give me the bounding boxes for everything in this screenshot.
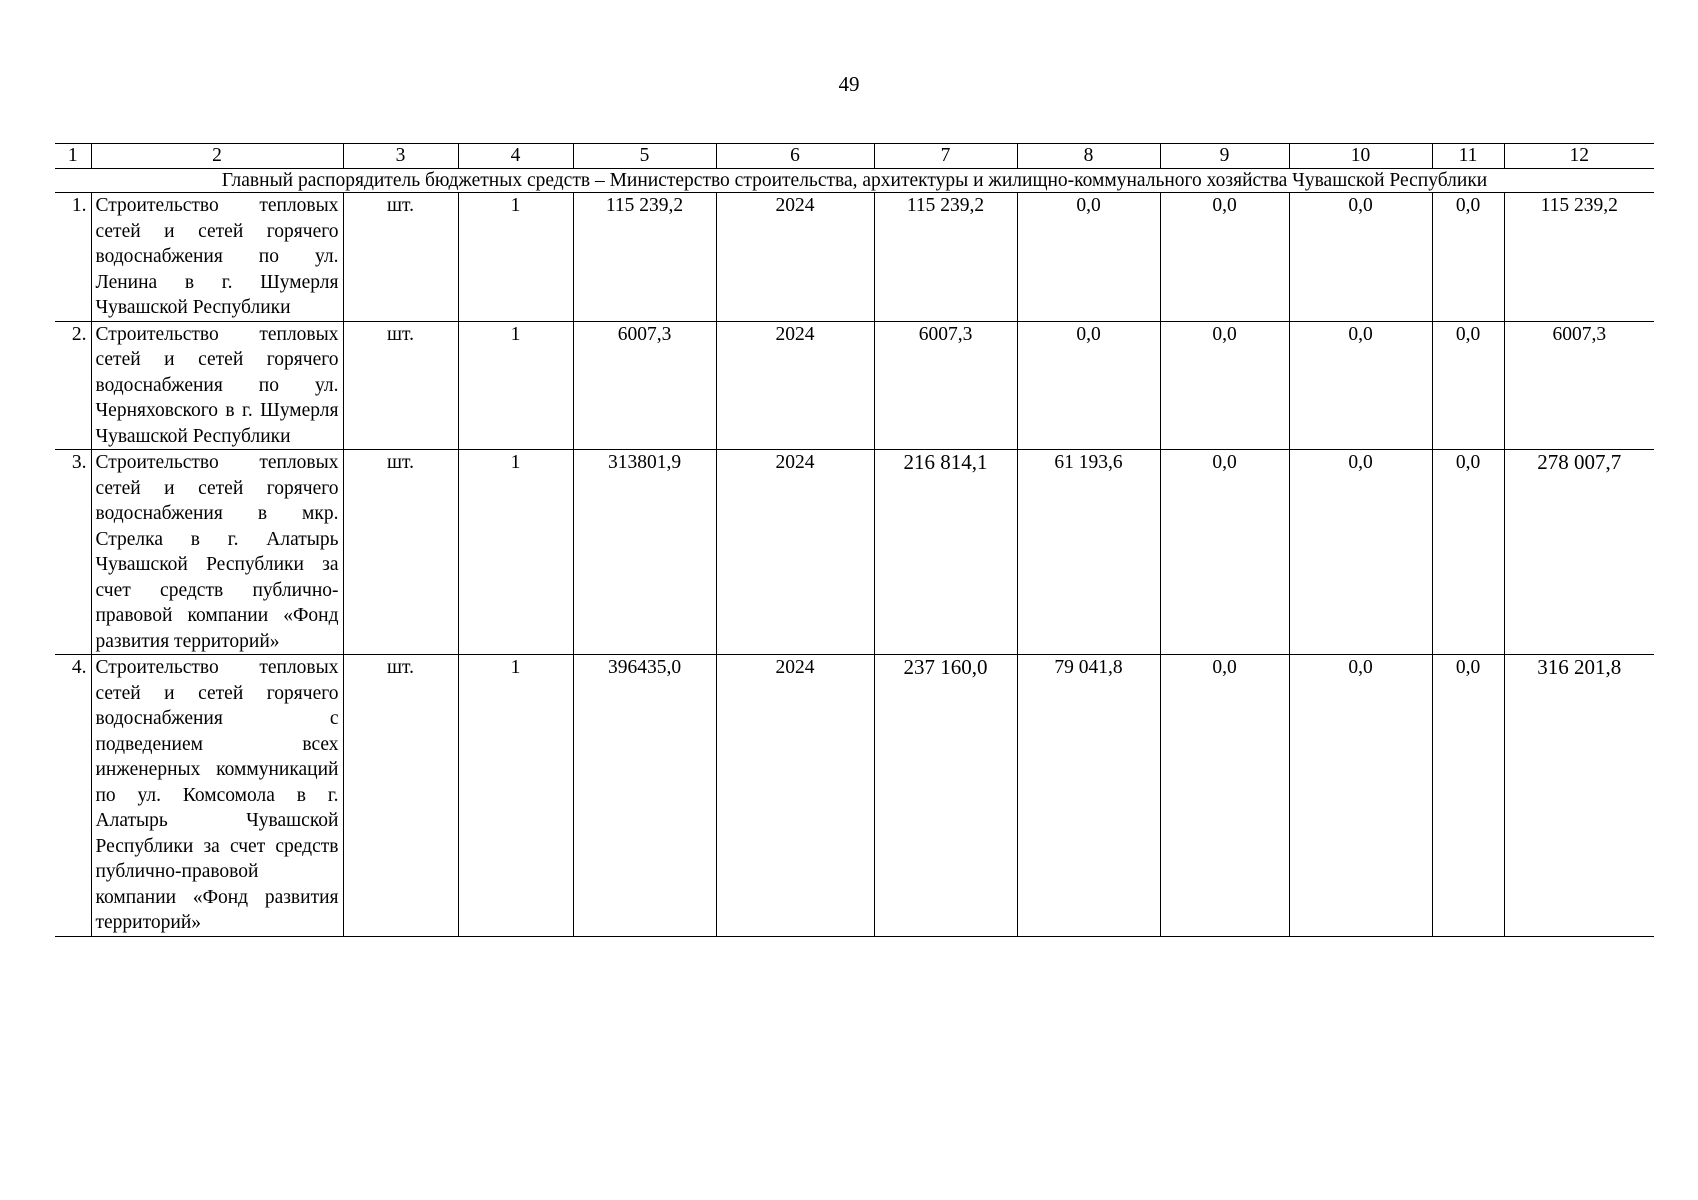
row-number: 2.	[55, 321, 91, 450]
col10-cell: 0,0	[1289, 321, 1432, 450]
col9-cell: 0,0	[1160, 193, 1289, 322]
row-number: 3.	[55, 450, 91, 655]
col9-cell: 0,0	[1160, 450, 1289, 655]
object-name: Строительство тепловых сетей и сетей горячего водоснабжения по ул. Черняховского в г. Шумерля Чувашской Республики	[91, 321, 343, 450]
col9-cell: 0,0	[1160, 655, 1289, 937]
column-header: 2	[91, 144, 343, 169]
column-header: 12	[1504, 144, 1654, 169]
col11-cell: 0,0	[1432, 193, 1504, 322]
col8-cell: 61 193,6	[1017, 450, 1160, 655]
year-cell: 2024	[716, 655, 874, 937]
table-row	[55, 193, 1654, 322]
col10-cell: 0,0	[1289, 655, 1432, 937]
column-header: 4	[458, 144, 573, 169]
col11-cell: 0,0	[1432, 450, 1504, 655]
unit-cell: шт.	[343, 655, 458, 937]
column-header: 1	[55, 144, 91, 169]
table-row	[55, 655, 1654, 937]
col8-cell: 79 041,8	[1017, 655, 1160, 937]
col9-cell: 0,0	[1160, 321, 1289, 450]
col7-cell: 237 160,0	[874, 655, 1017, 937]
quantity-cell: 1	[458, 193, 573, 322]
column-header: 10	[1289, 144, 1432, 169]
object-name: Строительство тепловых сетей и сетей горячего водоснабжения в мкр. Стрелка в г. Алатырь Чувашской Республики за счет средств публично-правовой компании «Фонд развития территорий»	[91, 450, 343, 655]
table-row	[55, 321, 1654, 450]
cost-cell: 396435,0	[573, 655, 716, 937]
table-row	[55, 450, 1654, 655]
quantity-cell: 1	[458, 450, 573, 655]
page-number: 49	[838, 72, 860, 96]
quantity-cell: 1	[458, 655, 573, 937]
column-header: 6	[716, 144, 874, 169]
col11-cell: 0,0	[1432, 321, 1504, 450]
year-cell: 2024	[716, 193, 874, 322]
object-name: Строительство тепловых сетей и сетей горячего водоснабжения по ул. Ленина в г. Шумерля Чувашской Республики	[91, 193, 343, 322]
column-number-header	[55, 144, 1654, 169]
quantity-cell: 1	[458, 321, 573, 450]
year-cell: 2024	[716, 450, 874, 655]
section-row	[55, 169, 1654, 193]
row-number: 1.	[55, 193, 91, 322]
col11-cell: 0,0	[1432, 655, 1504, 937]
col8-cell: 0,0	[1017, 193, 1160, 322]
col12-cell: 278 007,7	[1504, 450, 1654, 655]
col12-cell: 6007,3	[1504, 321, 1654, 450]
unit-cell: шт.	[343, 193, 458, 322]
col12-cell: 316 201,8	[1504, 655, 1654, 937]
budget-table	[55, 143, 1654, 937]
column-header: 8	[1017, 144, 1160, 169]
col7-cell: 216 814,1	[874, 450, 1017, 655]
row-number: 4.	[55, 655, 91, 937]
column-header: 3	[343, 144, 458, 169]
col7-cell: 115 239,2	[874, 193, 1017, 322]
col12-cell: 115 239,2	[1504, 193, 1654, 322]
cost-cell: 313801,9	[573, 450, 716, 655]
section-title: Главный распорядитель бюджетных средств – Министерство строительства, архитектуры и жилищно-коммунального хозяйства Чувашской Республики	[55, 169, 1654, 193]
col10-cell: 0,0	[1289, 193, 1432, 322]
col10-cell: 0,0	[1289, 450, 1432, 655]
cost-cell: 6007,3	[573, 321, 716, 450]
column-header: 9	[1160, 144, 1289, 169]
year-cell: 2024	[716, 321, 874, 450]
col8-cell: 0,0	[1017, 321, 1160, 450]
column-header: 7	[874, 144, 1017, 169]
column-header: 5	[573, 144, 716, 169]
unit-cell: шт.	[343, 450, 458, 655]
unit-cell: шт.	[343, 321, 458, 450]
column-header: 11	[1432, 144, 1504, 169]
object-name: Строительство тепловых сетей и сетей горячего водоснабжения с подведением всех инженерных коммуникаций по ул. Комсомола в г. Алатырь Чувашской Республики за счет средств публично-правовой компании «Фонд развития территорий»	[91, 655, 343, 937]
col7-cell: 6007,3	[874, 321, 1017, 450]
cost-cell: 115 239,2	[573, 193, 716, 322]
